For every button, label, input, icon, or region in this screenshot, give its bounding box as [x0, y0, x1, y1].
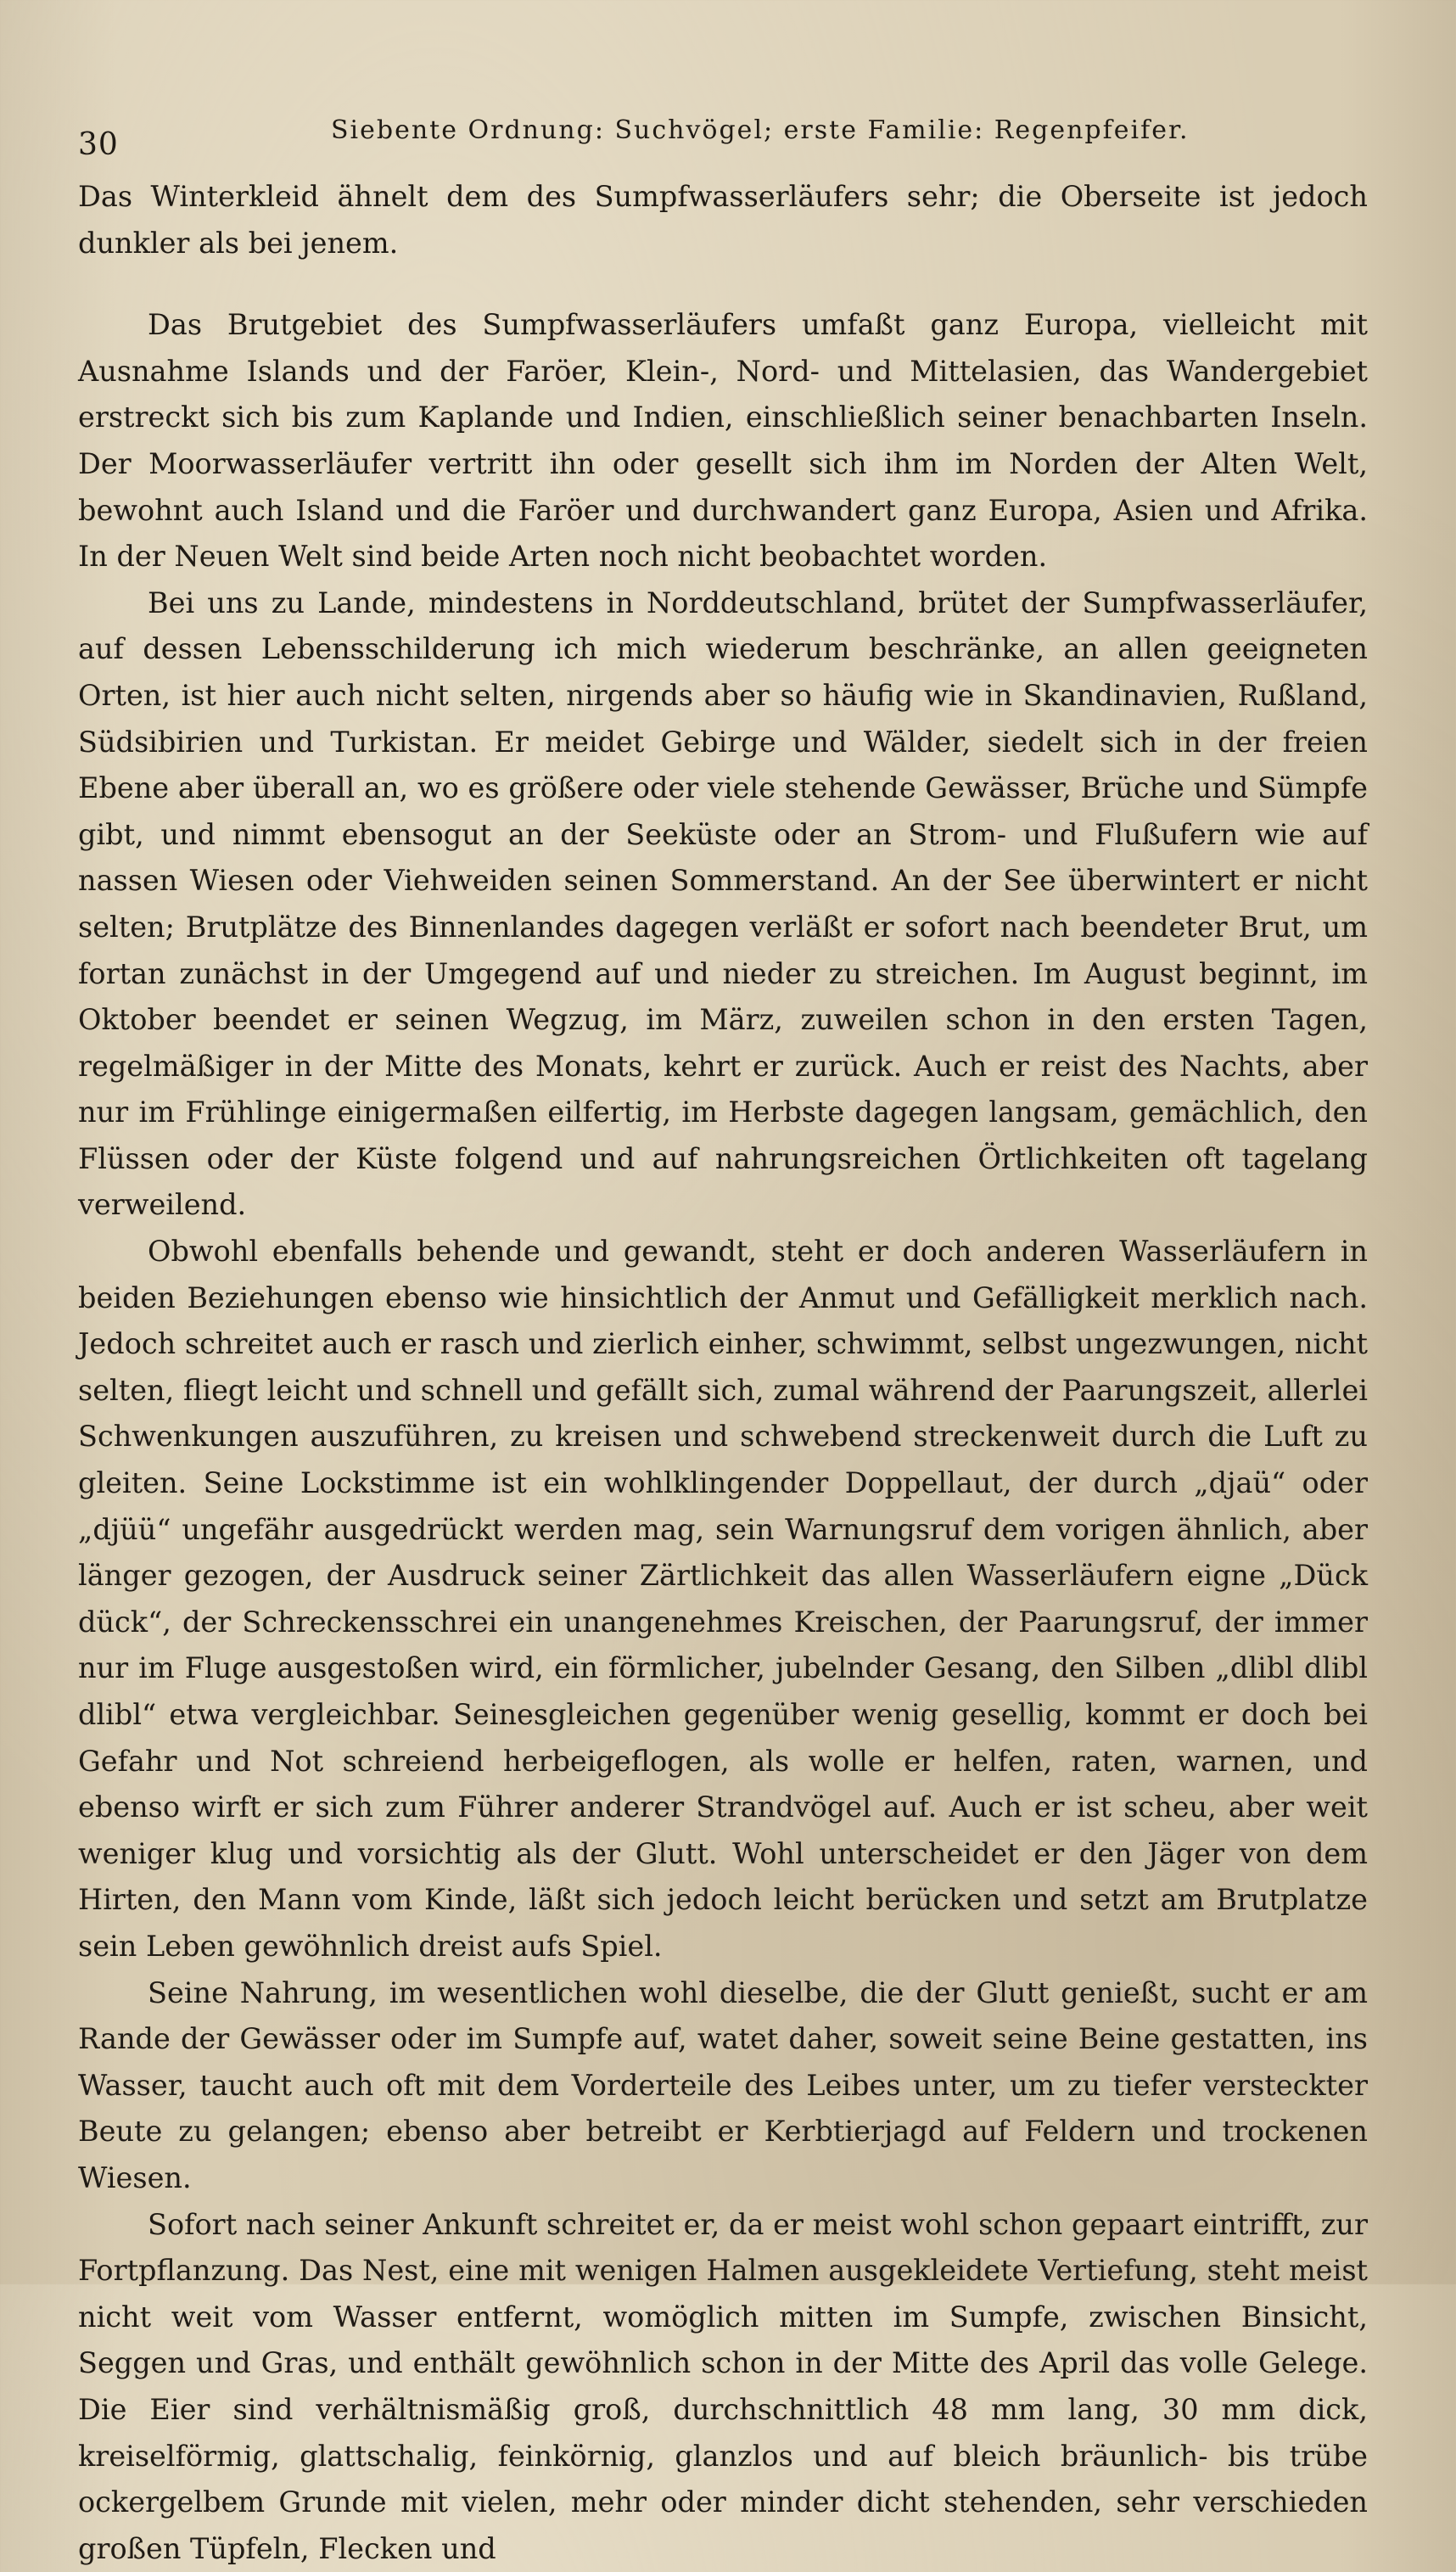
paragraph-nahrung: Seine Nahrung, im wesentlichen wohl dieselbe, die der Glutt genießt, sucht er am Rande der Gewässer oder im Sumpfe auf, watet daher, soweit seine Beine gestatten, ins Wasser, taucht auch oft mit dem Vorderteile des Leibes unter, um zu tiefer versteckter Beute zu gelangen; ebenso aber betreibt er Kerbtierjagd auf Feldern und trockenen Wiesen.: [78, 1975, 1368, 2194]
paragraph-norddeutschland: Bei uns zu Lande, mindestens in Norddeutschland, brütet der Sumpfwasserläufer, auf dessen Lebensschilderung ich mich wiederum beschränke, an allen geeigneten Orten, ist hier auch nicht selten, nirgends aber so häufig wie in Skandinavien, Rußland, Südsibirien und Turkistan. Er meidet Gebirge und Wälder, siedelt sich in der freien Ebene aber überall an, wo es größere oder viele stehende Gewässer, Brüche und Sümpfe gibt, und nimmt ebensogut an der Seeküste oder an Strom- und Flußufern wie auf nassen Wiesen oder Viehweiden seinen Sommerstand. An der See überwintert er nicht selten; Brutplätze des Binnenlandes dagegen verläßt er sofort nach beendeter Brut, um fortan zunächst in der Umgegend auf und nieder zu streichen. Im August beginnt, im Oktober beendet er seinen Wegzug, im März, zuweilen schon in den ersten Tagen, regelmäßiger in der Mitte des Monats, kehrt er zurück. Auch er reist des Nachts, aber nur im Frühlinge einigermaßen eilfertig, im Herbste dagegen langsam, gemächlich, den Flüssen oder der Küste folgend und auf nahrungsreichen Örtlichkeiten oft tagelang verweilend.: [78, 586, 1368, 1222]
paragraph-verhalten: Obwohl ebenfalls behende und gewandt, steht er doch anderen Wasserläufern in beiden Beziehungen ebenso wie hinsichtlich der Anmut und Gefälligkeit merklich nach. Jedoch schreitet auch er rasch und zierlich einher, schwimmt, selbst ungezwungen, nicht selten, fliegt leicht und schnell und gefällt sich, zumal während der Paarungszeit, allerlei Schwenkungen auszuführen, zu kreisen und schwebend streckenweit durch die Luft zu gleiten. Seine Lockstimme ist ein wohlklingender Doppellaut, der durch „djaü“ oder „djüü“ ungefähr ausgedrückt werden mag, sein Warnungsruf dem vorigen ähnlich, aber länger gezogen, der Ausdruck seiner Zärtlichkeit das allen Wasserläufern eigne „Dück dück“, der Schreckensschrei ein unangenehmes Kreischen, der Paarungsruf, der immer nur im Fluge ausgestoßen wird, ein förmlicher, jubelnder Gesang, den Silben „dlibl dlibl dlibl“ etwa vergleichbar. Seinesgleichen gegenüber wenig gesellig, kommt er doch bei Gefahr und Not schreiend herbeigeflogen, als wolle er helfen, raten, warnen, und ebenso wirft er sich zum Führer anderer Strandvögel auf. Auch er ist scheu, aber weit weniger klug und vorsichtig als der Glutt. Wohl unterscheidet er den Jäger von dem Hirten, den Mann vom Kinde, läßt sich jedoch leicht berücken und setzt am Brutplatze sein Leben gewöhnlich dreist aufs Spiel.: [78, 1235, 1368, 1963]
body-text: [78, 174, 1368, 2572]
paragraph-brutgebiet: Das Brutgebiet des Sumpfwasserläufers umfaßt ganz Europa, vielleicht mit Ausnahme Islands und der Faröer, Klein-, Nord- und Mittelasien, das Wandergebiet erstreckt sich bis zum Kaplande und Indien, einschließlich seiner benachbarten Inseln. Der Moorwasserläufer vertritt ihn oder gesellt sich ihm im Norden der Alten Welt, bewohnt auch Island und die Faröer und durchwandert ganz Europa, Asien und Afrika. In der Neuen Welt sind beide Arten noch nicht beobachtet worden.: [78, 308, 1368, 574]
paragraph-winterkleid: Das Winterkleid ähnelt dem des Sumpfwasserläufers sehr; die Oberseite ist jedoch dunkler als bei jenem.: [78, 180, 1368, 260]
paragraph-fortpflanzung: Sofort nach seiner Ankunft schreitet er, da er meist wohl schon gepaart eintrifft, zur Fortpflanzung. Das Nest, eine mit wenigen Halmen ausgekleidete Vertiefung, steht meist nicht weit vom Wasser entfernt, womöglich mitten im Sumpfe, zwischen Binsicht, Seggen und Gras, und enthält gewöhnlich schon in der Mitte des April das volle Gelege. Die Eier sind verhältnismäßig groß, durchschnittlich 48 mm lang, 30 mm dick, kreiselförmig, glattschalig, feinkörnig, glanzlos und auf bleich bräunlich- bis trübe ockergelbem Grunde mit vielen, mehr oder minder dicht stehenden, sehr verschieden großen Tüpfeln, Flecken und: [78, 2207, 1368, 2565]
running-head: Siebente Ordnung: Suchvögel; erste Familie: Regenpfeifer.: [331, 115, 1190, 145]
page-number: 30: [78, 127, 119, 162]
